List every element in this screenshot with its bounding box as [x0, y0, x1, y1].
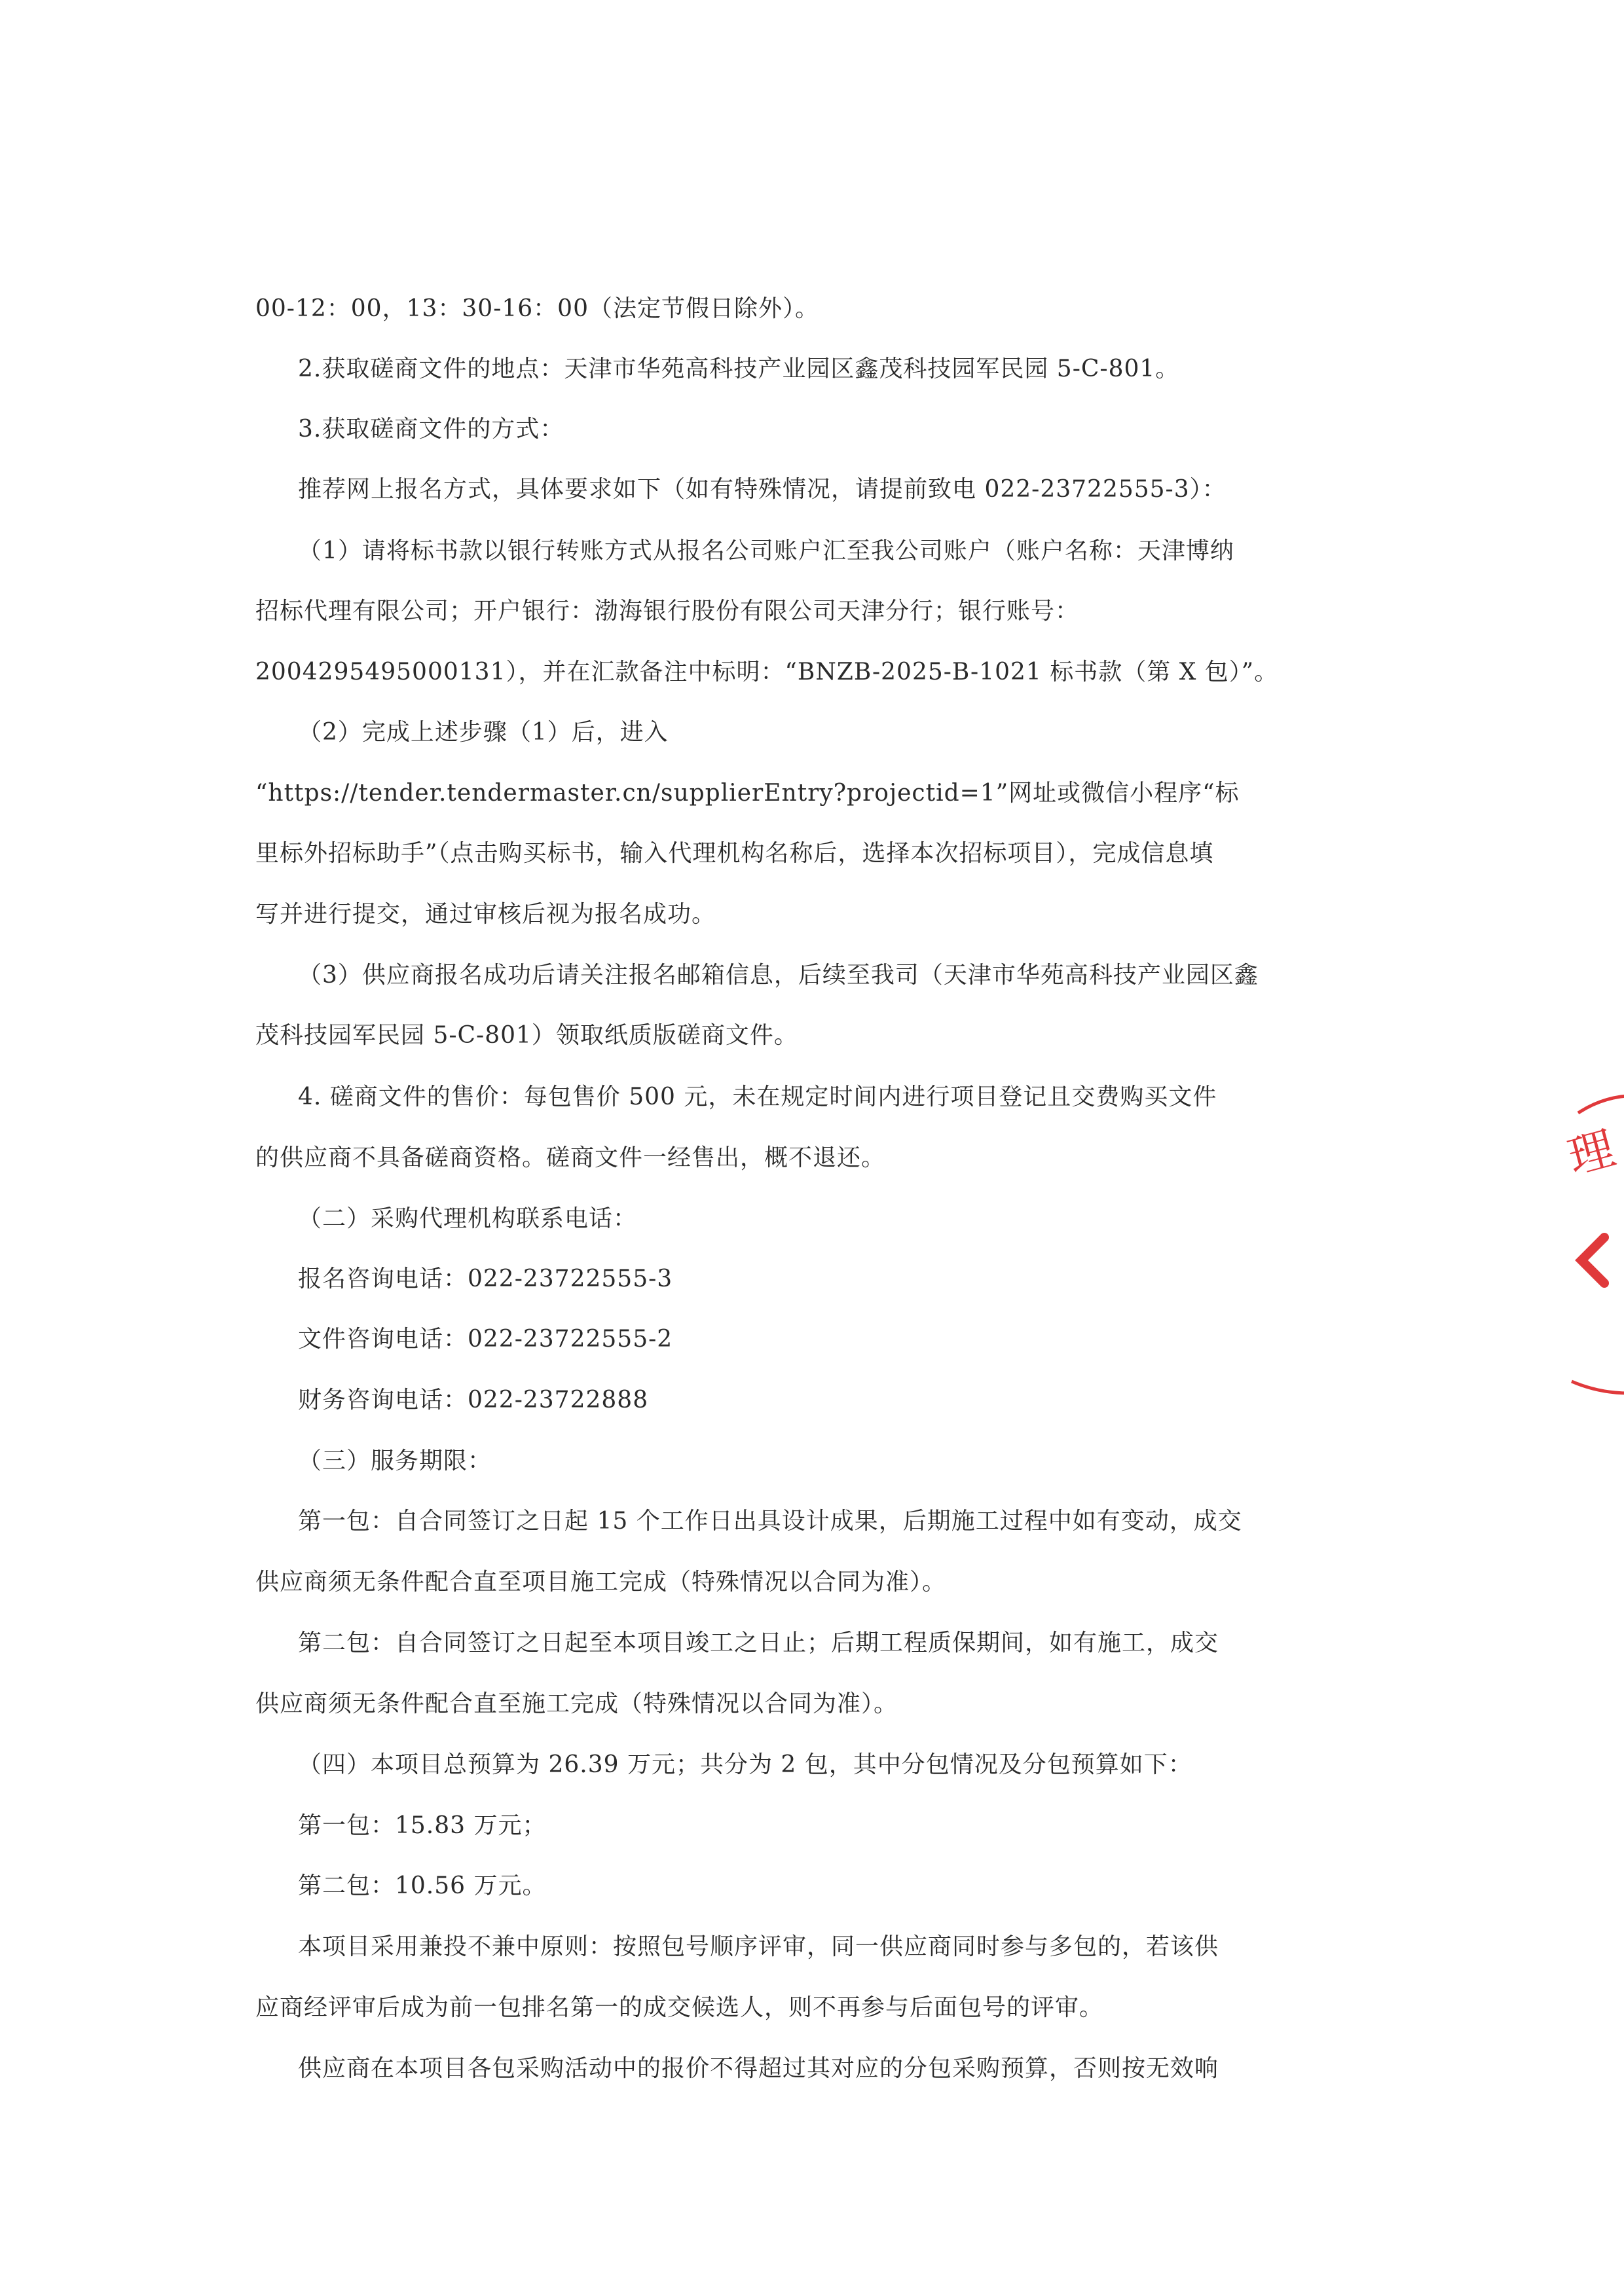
text-line: 4. 磋商文件的售价：每包售价 500 元，未在规定时间内进行项目登记且交费购买文件	[298, 1084, 1217, 1110]
text-line: 写并进行提交，通过审核后视为报名成功。	[255, 901, 716, 928]
text-line: 2.获取磋商文件的地点：天津市华苑高科技产业园区鑫茂科技园军民园 5-C-801。	[298, 355, 1180, 382]
text-line: 3.获取磋商文件的方式：	[298, 416, 564, 443]
text-line: 2004295495000131），并在汇款备注中标明：“BNZB-2025-B-1021 标书款（第 X 包）”。	[255, 659, 1279, 685]
text-line: 报名咨询电话：022-23722555-3	[298, 1266, 673, 1292]
text-line: 的供应商不具备磋商资格。磋商文件一经售出，概不退还。	[255, 1144, 886, 1171]
text-line: （二）采购代理机构联系电话：	[298, 1205, 638, 1232]
text-line: 推荐网上报名方式，具体要求如下（如有特殊情况，请提前致电 022-23722555-3）：	[298, 476, 1227, 503]
text-line: 供应商须无条件配合直至项目施工完成（特殊情况以合同为准）。	[255, 1569, 947, 1595]
text-line: （1）请将标书款以银行转账方式从报名公司账户汇至我公司账户（账户名称：天津博纳	[298, 538, 1234, 564]
text-line: 招标代理有限公司；开户银行：渤海银行股份有限公司天津分行；银行账号：	[255, 598, 1080, 625]
text-line: 供应商在本项目各包采购活动中的报价不得超过其对应的分包采购预算，否则按无效响	[298, 2055, 1219, 2082]
text-line: “https://tender.tendermaster.cn/supplierEntry?projectid=1”网址或微信小程序“标	[255, 780, 1240, 807]
text-line: 第一包：自合同签订之日起 15 个工作日出具设计成果，后期施工过程中如有变动，成交	[298, 1508, 1242, 1535]
text-line: 茂科技园军民园 5-C-801）领取纸质版磋商文件。	[255, 1022, 798, 1049]
text-line: （3）供应商报名成功后请关注报名邮箱信息，后续至我司（天津市华苑高科技产业园区鑫	[298, 962, 1259, 989]
text-line: 第二包：10.56 万元。	[298, 1872, 547, 1899]
text-line: 第一包：15.83 万元；	[298, 1812, 547, 1839]
text-line: （三）服务期限：	[298, 1448, 492, 1474]
text-line: 第二包：自合同签订之日起至本项目竣工之日止；后期工程质保期间，如有施工，成交	[298, 1630, 1219, 1656]
text-line: 里标外招标助手”（点击购买标书，输入代理机构名称后，选择本次招标项目），完成信息填	[255, 840, 1214, 867]
text-line: （四）本项目总预算为 26.39 万元；共分为 2 包，其中分包情况及分包预算如下：	[298, 1751, 1192, 1778]
seal-text: 理	[1562, 1121, 1621, 1185]
text-line: 财务咨询电话：022-23722888	[298, 1387, 649, 1413]
text-line: 文件咨询电话：022-23722555-2	[298, 1326, 673, 1353]
text-line: 供应商须无条件配合直至施工完成（特殊情况以合同为准）。	[255, 1690, 898, 1717]
text-line: （2）完成上述步骤（1）后，进入	[298, 719, 669, 746]
text-line: 本项目采用兼投不兼中原则：按照包号顺序评审，同一供应商同时参与多包的，若该供	[298, 1933, 1219, 1960]
text-line: 应商经评审后成为前一包排名第一的成交候选人，则不再参与后面包号的评审。	[255, 1994, 1104, 2021]
text-line: 00-12：00，13：30-16：00（法定节假日除外）。	[255, 295, 819, 322]
seal-stamp-icon	[1552, 1074, 1624, 1414]
